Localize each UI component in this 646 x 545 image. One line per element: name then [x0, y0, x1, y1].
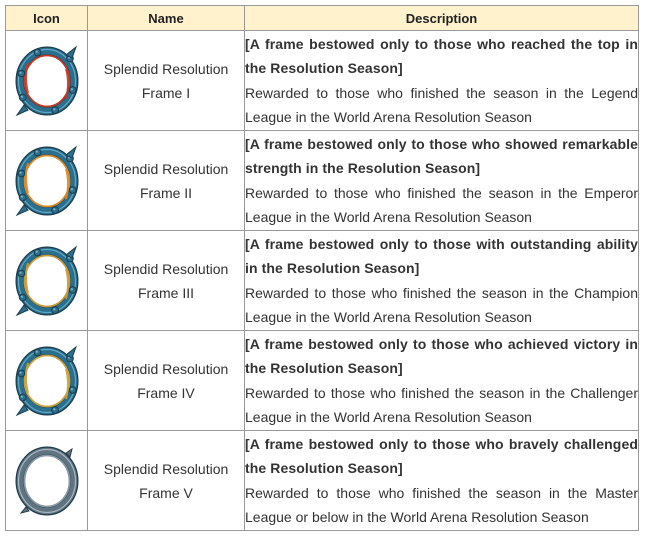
description-body: Rewarded to those who finished the season in the Legend League in the World Arena Resolution Season	[245, 84, 638, 125]
frame-name-line1: Splendid Resolution	[103, 260, 229, 277]
frame-name-line2: Frame III	[137, 284, 194, 301]
description-title: [A frame bestowed only to those who achieved victory in the Resolution Season]	[245, 335, 638, 376]
frame-name-line1: Splendid Resolution	[103, 460, 229, 477]
table-row	[6, 231, 639, 331]
table-row	[6, 31, 639, 131]
frame-rewards-table	[5, 5, 639, 531]
description-body: Rewarded to those who finished the season in the Emperor League in the World Arena Resolution Season	[245, 184, 638, 225]
description-column-header: Description	[245, 6, 639, 31]
frame-name-line2: Frame IV	[137, 384, 195, 401]
name-cell	[88, 131, 245, 231]
name-column-header: Name	[88, 6, 245, 31]
frame-name-line2: Frame II	[139, 184, 193, 201]
icon-column-header: Icon	[6, 6, 88, 31]
name-cell	[88, 231, 245, 331]
description-cell	[245, 431, 639, 531]
description-cell	[245, 231, 639, 331]
frame-name-line1: Splendid Resolution	[103, 160, 229, 177]
frame-name-line2: Frame I	[141, 84, 191, 101]
splendid-resolution-frame-iv-icon	[14, 343, 80, 419]
table-row	[6, 431, 639, 531]
splendid-resolution-frame-i-icon	[14, 43, 80, 119]
name-cell	[88, 331, 245, 431]
description-title: [A frame bestowed only to those who showed remarkable strength in the Resolution Season]	[245, 135, 638, 176]
splendid-resolution-frame-v-icon	[14, 443, 80, 519]
description-title: [A frame bestowed only to those with outstanding ability in the Resolution Season]	[245, 235, 638, 276]
frame-name-line1: Splendid Resolution	[103, 60, 229, 77]
description-title: [A frame bestowed only to those who bravely challenged the Resolution Season]	[245, 435, 638, 476]
table-row	[6, 331, 639, 431]
description-body: Rewarded to those who finished the season in the Champion League in the World Arena Resolution Season	[245, 284, 638, 325]
description-body: Rewarded to those who finished the season in the Master League or below in the World Arena Resolution Season	[245, 484, 638, 525]
description-cell	[245, 131, 639, 231]
icon-cell	[6, 231, 88, 331]
description-cell	[245, 31, 639, 131]
frame-name-line1: Splendid Resolution	[103, 360, 229, 377]
splendid-resolution-frame-iii-icon	[14, 243, 80, 319]
description-title: [A frame bestowed only to those who reached the top in the Resolution Season]	[245, 35, 638, 76]
icon-cell	[6, 431, 88, 531]
name-cell	[88, 431, 245, 531]
name-cell	[88, 31, 245, 131]
icon-cell	[6, 31, 88, 131]
table-row	[6, 131, 639, 231]
splendid-resolution-frame-ii-icon	[14, 143, 80, 219]
icon-cell	[6, 331, 88, 431]
frame-name-line2: Frame V	[139, 484, 193, 501]
table-header-row	[6, 6, 639, 31]
description-body: Rewarded to those who finished the season in the Challenger League in the World Arena Resolution Season	[245, 384, 638, 425]
icon-cell	[6, 131, 88, 231]
description-cell	[245, 331, 639, 431]
